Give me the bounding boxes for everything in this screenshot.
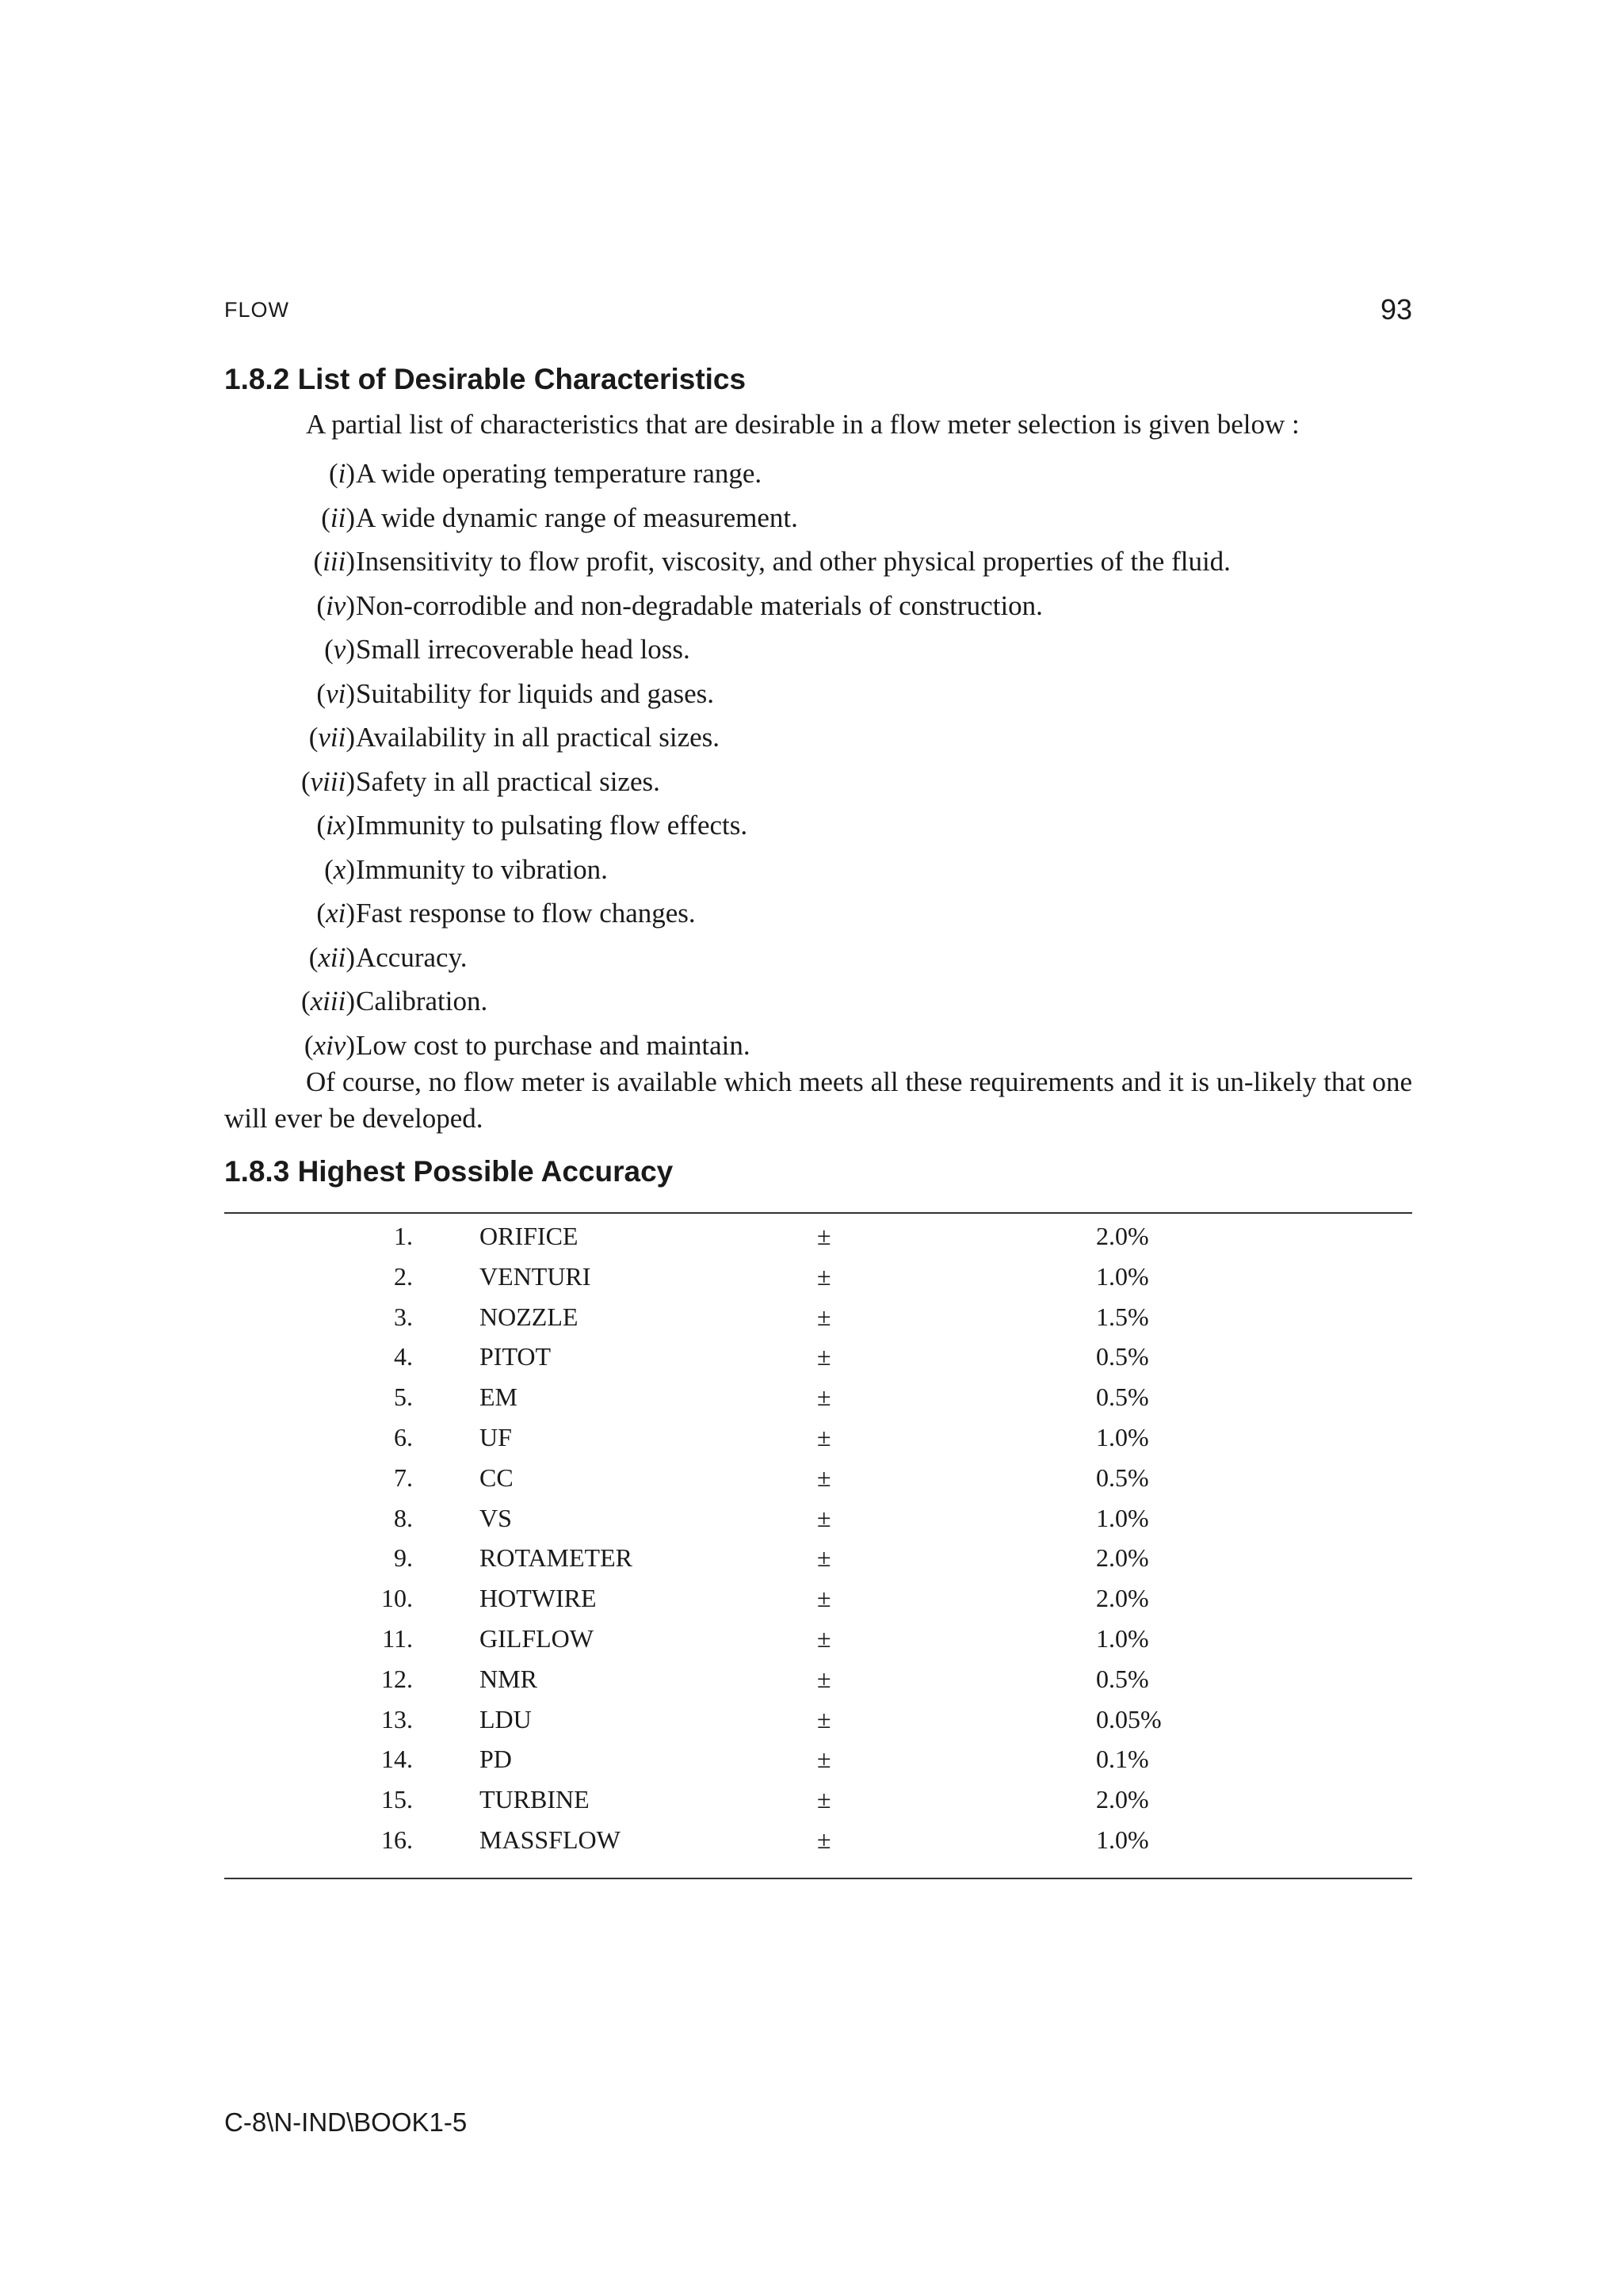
list-item bbox=[224, 936, 1413, 980]
meter-name: VS bbox=[479, 1503, 512, 1532]
list-item-text: Fast response to flow changes. bbox=[356, 898, 696, 929]
meter-name: HOTWIRE bbox=[479, 1584, 597, 1613]
list-item bbox=[224, 627, 1413, 672]
plus-minus-sign: ± bbox=[817, 1261, 831, 1291]
table-top-rule bbox=[224, 1212, 1412, 1214]
list-item-number: (i) bbox=[328, 458, 355, 489]
meter-name: MASSFLOW bbox=[479, 1825, 621, 1854]
plus-minus-sign: ± bbox=[817, 1785, 831, 1814]
accuracy-value: 2.0% bbox=[1096, 1785, 1149, 1814]
plus-minus-sign: ± bbox=[817, 1422, 831, 1451]
list-item bbox=[224, 672, 1413, 716]
plus-minus-sign: ± bbox=[817, 1543, 831, 1573]
list-item-number: (v) bbox=[324, 634, 355, 665]
characteristics-list bbox=[224, 452, 1413, 1067]
table-row bbox=[224, 1739, 1412, 1779]
plus-minus-sign: ± bbox=[817, 1704, 831, 1733]
row-number: 15. bbox=[381, 1785, 413, 1814]
running-head: FLOW bbox=[224, 298, 289, 322]
table-row bbox=[224, 1779, 1412, 1820]
list-item-text: Small irrecoverable head loss. bbox=[356, 634, 690, 665]
list-item-text: Suitability for liquids and gases. bbox=[356, 677, 715, 709]
list-item bbox=[224, 540, 1413, 584]
accuracy-value: 2.0% bbox=[1096, 1584, 1149, 1613]
row-number: 11. bbox=[382, 1623, 413, 1653]
table-row bbox=[224, 1619, 1412, 1659]
intro-paragraph: A partial list of characteristics that are desirable in a flow meter selection is given below : bbox=[306, 409, 1300, 440]
list-item-text: Safety in all practical sizes. bbox=[356, 765, 660, 797]
accuracy-table bbox=[224, 1216, 1412, 1860]
meter-name: ROTAMETER bbox=[479, 1543, 632, 1573]
accuracy-value: 1.0% bbox=[1096, 1422, 1149, 1451]
page-number: 93 bbox=[1380, 293, 1412, 326]
row-number: 12. bbox=[381, 1664, 413, 1693]
meter-name: EM bbox=[479, 1383, 517, 1412]
list-item-number: (xiii) bbox=[300, 986, 355, 1016]
table-row bbox=[224, 1257, 1412, 1297]
row-number: 14. bbox=[381, 1745, 413, 1774]
plus-minus-sign: ± bbox=[817, 1222, 831, 1250]
meter-name: UF bbox=[479, 1422, 512, 1451]
list-item-number: (viii) bbox=[300, 765, 355, 797]
meter-name: NOZZLE bbox=[479, 1302, 579, 1331]
meter-name: VENTURI bbox=[479, 1261, 591, 1291]
accuracy-value: 1.0% bbox=[1096, 1825, 1149, 1854]
table-row bbox=[224, 1417, 1412, 1458]
plus-minus-sign: ± bbox=[817, 1463, 831, 1492]
row-number: 6. bbox=[394, 1422, 413, 1451]
list-item-text: Immunity to vibration. bbox=[356, 853, 608, 885]
meter-name: TURBINE bbox=[479, 1785, 590, 1814]
accuracy-value: 0.5% bbox=[1096, 1664, 1149, 1693]
list-item-number: (ii) bbox=[321, 502, 355, 533]
section-heading-1-8-2: 1.8.2 List of Desirable Characteristics bbox=[224, 363, 747, 395]
table-row bbox=[224, 1538, 1412, 1578]
list-item-number: (xiv) bbox=[304, 1029, 355, 1061]
table-row bbox=[224, 1659, 1412, 1699]
table-row bbox=[224, 1820, 1412, 1860]
list-item bbox=[224, 452, 1413, 496]
table-row bbox=[224, 1297, 1412, 1337]
row-number: 8. bbox=[394, 1503, 413, 1532]
list-item-text: A wide dynamic range of measurement. bbox=[356, 502, 798, 533]
accuracy-value: 1.5% bbox=[1096, 1302, 1149, 1331]
plus-minus-sign: ± bbox=[817, 1623, 831, 1653]
meter-name: ORIFICE bbox=[479, 1222, 579, 1250]
accuracy-value: 1.0% bbox=[1096, 1261, 1149, 1291]
plus-minus-sign: ± bbox=[817, 1745, 831, 1774]
list-item-number: (x) bbox=[324, 853, 355, 885]
accuracy-value: 0.1% bbox=[1096, 1745, 1149, 1774]
list-item-text: Low cost to purchase and maintain. bbox=[356, 1029, 750, 1061]
plus-minus-sign: ± bbox=[817, 1302, 831, 1331]
footer-code: C-8\N-IND\BOOK1-5 bbox=[224, 2107, 468, 2137]
row-number: 3. bbox=[394, 1302, 413, 1331]
row-number: 10. bbox=[381, 1584, 413, 1613]
list-item bbox=[224, 803, 1413, 848]
table-row bbox=[224, 1498, 1412, 1539]
plus-minus-sign: ± bbox=[817, 1342, 831, 1371]
accuracy-value: 1.0% bbox=[1096, 1623, 1149, 1653]
list-item bbox=[224, 1024, 1413, 1068]
meter-name: GILFLOW bbox=[479, 1623, 594, 1653]
row-number: 13. bbox=[381, 1704, 413, 1733]
list-item-text: Insensitivity to flow profit, viscosity, and other physical properties of the fluid. bbox=[356, 546, 1231, 577]
list-item bbox=[224, 848, 1413, 892]
meter-name: LDU bbox=[479, 1704, 532, 1733]
row-number: 16. bbox=[381, 1825, 413, 1854]
list-item-number: (vi) bbox=[316, 677, 355, 709]
meter-name: PITOT bbox=[479, 1342, 552, 1371]
list-item-number: (iv) bbox=[316, 589, 355, 621]
list-item bbox=[224, 584, 1413, 628]
row-number: 2. bbox=[394, 1261, 413, 1291]
row-number: 9. bbox=[394, 1543, 413, 1573]
meter-name: CC bbox=[479, 1463, 514, 1492]
accuracy-value: 1.0% bbox=[1096, 1503, 1149, 1532]
table-bottom-rule bbox=[224, 1878, 1412, 1879]
accuracy-value: 0.5% bbox=[1096, 1463, 1149, 1492]
accuracy-value: 2.0% bbox=[1096, 1222, 1149, 1250]
list-item-text: Calibration. bbox=[356, 986, 488, 1016]
meter-name: PD bbox=[479, 1745, 512, 1774]
list-item-text: Non-corrodible and non-degradable materials of construction. bbox=[356, 589, 1043, 621]
table-row bbox=[224, 1578, 1412, 1619]
row-number: 1. bbox=[394, 1222, 413, 1250]
list-item-number: (iii) bbox=[313, 546, 355, 577]
plus-minus-sign: ± bbox=[817, 1825, 831, 1854]
plus-minus-sign: ± bbox=[817, 1664, 831, 1693]
list-item-number: (vii) bbox=[308, 722, 355, 753]
list-item bbox=[224, 760, 1413, 804]
list-item-number: (xii) bbox=[308, 941, 355, 973]
plus-minus-sign: ± bbox=[817, 1584, 831, 1613]
table-row bbox=[224, 1216, 1412, 1257]
list-item-text: A wide operating temperature range. bbox=[356, 458, 762, 489]
list-item bbox=[224, 979, 1413, 1024]
row-number: 5. bbox=[394, 1383, 413, 1412]
accuracy-value: 0.05% bbox=[1096, 1704, 1162, 1733]
list-item-number: (ix) bbox=[316, 810, 355, 841]
meter-name: NMR bbox=[479, 1664, 537, 1693]
accuracy-value: 0.5% bbox=[1096, 1342, 1149, 1371]
table-row bbox=[224, 1377, 1412, 1417]
closing-paragraph: Of course, no flow meter is available which meets all these requirements and it is un-likely that one will ever be developed. bbox=[224, 1066, 1412, 1134]
list-item-text: Availability in all practical sizes. bbox=[356, 722, 720, 753]
accuracy-value: 0.5% bbox=[1096, 1383, 1149, 1412]
accuracy-value: 2.0% bbox=[1096, 1543, 1149, 1573]
list-item-number: (xi) bbox=[316, 898, 355, 929]
list-item bbox=[224, 715, 1413, 760]
table-row bbox=[224, 1337, 1412, 1377]
list-item bbox=[224, 496, 1413, 540]
section-heading-1-8-3: 1.8.3 Highest Possible Accuracy bbox=[224, 1155, 674, 1188]
table-row bbox=[224, 1458, 1412, 1498]
plus-minus-sign: ± bbox=[817, 1383, 831, 1412]
table-row bbox=[224, 1699, 1412, 1740]
row-number: 7. bbox=[394, 1463, 413, 1492]
list-item-text: Immunity to pulsating flow effects. bbox=[356, 810, 748, 841]
list-item bbox=[224, 891, 1413, 936]
list-item-text: Accuracy. bbox=[356, 941, 468, 973]
plus-minus-sign: ± bbox=[817, 1503, 831, 1532]
row-number: 4. bbox=[394, 1342, 413, 1371]
